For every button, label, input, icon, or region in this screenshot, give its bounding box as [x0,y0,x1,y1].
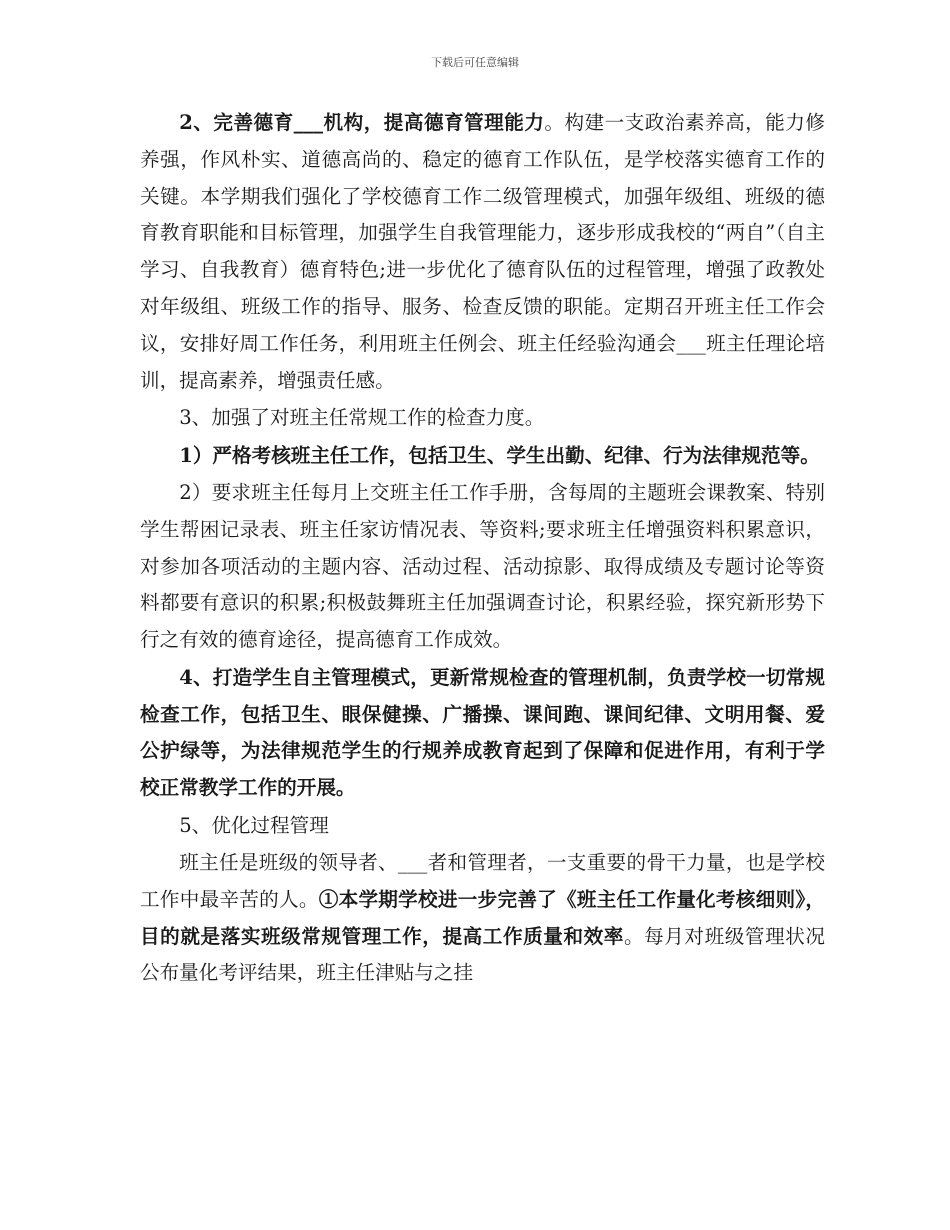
paragraph-emphasis: ①本学期学校进一步完善了《班主任工作量化考核细则》，目的就是落实班级常规管理工作，提高工作质量和效率 [140,887,826,948]
paragraph-moral-education-structure [140,105,825,399]
paragraph-heading: 2、完善德育___机构，提高德育管理能力 [179,111,545,134]
paragraph-class-teacher [140,845,825,992]
paragraph-process-heading: 5、优化过程管理 [179,813,329,837]
paragraph-inspection-heading: 3、加强了对班主任常规工作的检查力度。 [179,406,545,430]
paragraph-text: 班主任是班级的领导者、___者和管理者，一支重要的骨干力量，也是学校工作中最辛苦的人。 [140,851,825,911]
paragraph-self-management: 4、打造学生自主管理模式，更新常规检查的管理机制，负责学校一切常规检查工作，包括卫生、眼保健操、广播操、课间跑、课间纪律、文明用餐、爱公护绿等，为法律规范学生的行规养成教育起到了保障和促进作用，有利于学校正常教学工作的开展。 [140,665,825,800]
page-header: 下载后可任意编辑 [431,56,519,69]
paragraph-text: 。构建一支政治素养高，能力修养强，作风朴实、道德高尚的、稳定的德育工作队伍，是学校落实德育工作的关键。本学期我们强化了学校德育工作二级管理模式，加强年级组、班级的德育教育职能和目标管理，加强学生自我管理能力，逐步形成我校的“两自”（自主学习、自我教育）德育特色;进一步优化了德育队伍的过程管理，增强了政教处对年级组、班级工作的指导、服务、检查反馈的职能。定期召开班主任工作会议，安排好周工作任务，利用班主任例会、班主任经验沟通会___班主任理论培训，提高素养，增强责任感。 [140,111,825,392]
document-body [140,105,825,992]
paragraph-text-continued: 。每月对班级管理状况公布量化考评结果，班主任津贴与之挂 [140,924,826,985]
paragraph-assessment: 1）严格考核班主任工作，包括卫生、学生出勤、纪律、行为法律规范等。 [179,443,820,467]
paragraph-handbook: 2）要求班主任每月上交班主任工作手册，含每周的主题班会课教案、特别学生帮困记录表、班主任家访情况表、等资料;要求班主任增强资料积累意识，对参加各项活动的主题内容、活动过程、活动掠影、取得成绩及专题讨论等资料都要有意识的积累;积极鼓舞班主任加强调查讨论，积累经验，探究新形势下行之有效的德育途径，提高德育工作成效。 [140,481,825,652]
